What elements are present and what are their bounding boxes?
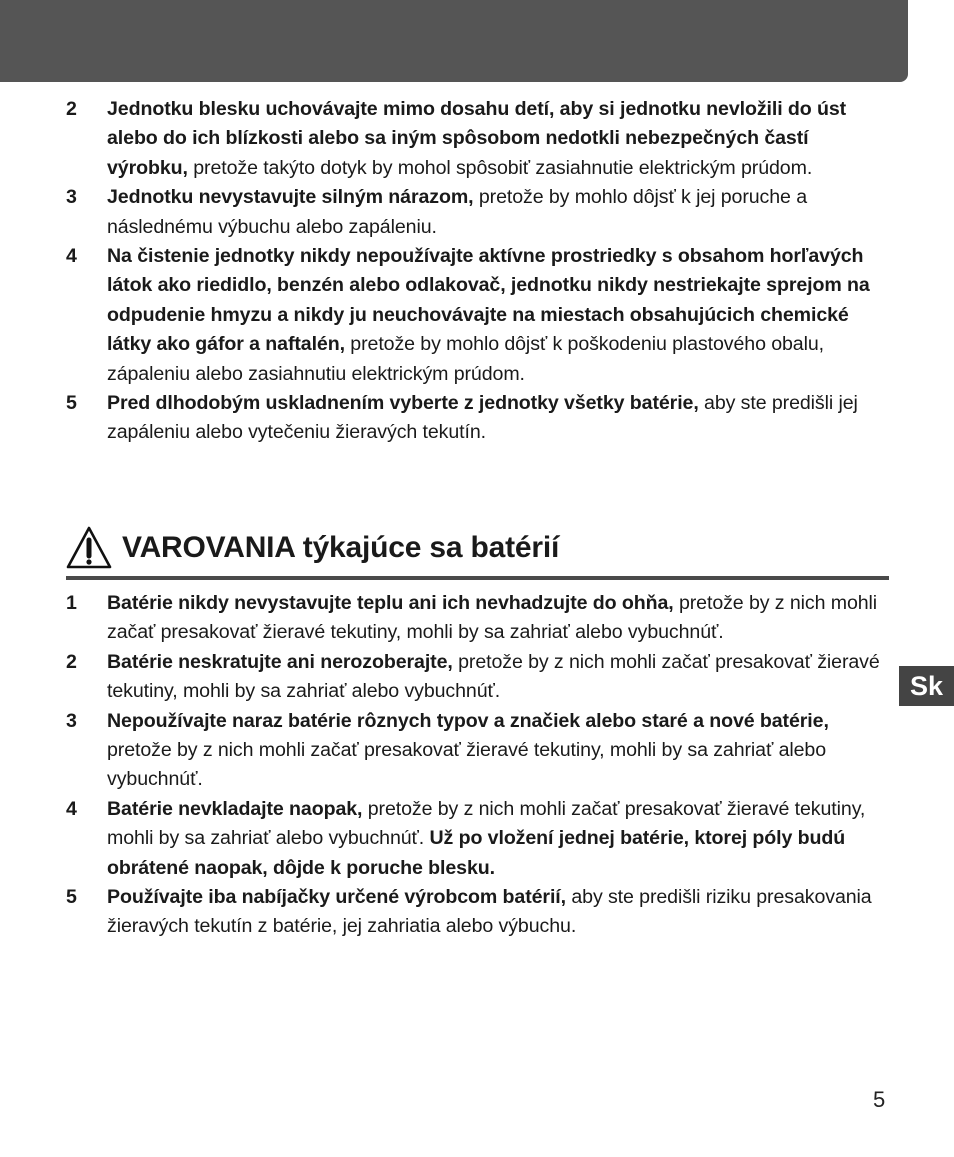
list-item — [66, 389, 888, 448]
list-item — [66, 95, 888, 183]
item-bold-text: Nepoužívajte naraz batérie rôznych typov a značiek alebo staré a nové batérie, — [107, 709, 829, 732]
item-plain-text: pretože by mohlo dôjsť k poškodeniu plastového obalu, zápaleniu alebo zasiahnutiu elektrickým prúdom. — [107, 333, 824, 385]
section-title: VAROVANIA týkajúce sa batérií — [122, 531, 560, 564]
warning-triangle-icon — [66, 525, 112, 571]
item-text — [107, 707, 888, 795]
safety-list — [66, 95, 888, 448]
item-bold-text-2: Už po vložení jednej batérie, ktorej póly budú obrátené naopak, dôjde k poruche blesku. — [107, 827, 846, 879]
item-bold-text: Používajte iba nabíjačky určené výrobcom batérií, — [107, 886, 566, 909]
item-text — [107, 795, 888, 883]
battery-warnings-list — [66, 589, 888, 942]
item-number: 5 — [66, 392, 77, 415]
item-bold-text: Na čistenie jednotky nikdy nepoužívajte aktívne prostriedky s obsahom horľavých látok ako riedidlo, benzén alebo odlakovač, jednotku nikdy nestriekajte sprejom na odpudenie hmyzu a nikdy ju neuchovávajte na miestach obsahujúcich chemické látky ako gáfor a naftalén, — [107, 245, 870, 356]
item-plain-text: pretože by z nich mohli začať presakovať žieravé tekutiny, mohli by sa zahriať alebo vybuchnúť. — [107, 797, 866, 850]
item-bold-text: Batérie nevkladajte naopak, — [107, 797, 363, 820]
item-bold-text: Batérie nikdy nevystavujte teplu ani ich nevhadzujte do ohňa, — [107, 592, 674, 614]
item-text — [107, 95, 888, 183]
item-text — [107, 883, 888, 942]
item-number: 5 — [66, 886, 77, 909]
list-item — [66, 707, 888, 795]
item-number: 2 — [66, 98, 77, 120]
item-plain-text: aby ste predišli jej zapáleniu alebo vytečeniu žieravých tekutín. — [107, 392, 858, 444]
list-item — [66, 589, 888, 648]
item-number: 1 — [66, 592, 77, 614]
item-number: 3 — [66, 186, 77, 209]
item-number: 3 — [66, 709, 77, 732]
list-item — [66, 183, 888, 242]
item-plain-text: pretože by z nich mohli začať presakovať žieravé tekutiny, mohli by sa zahriať alebo vybuchnúť. — [107, 592, 878, 644]
item-bold-text: Pred dlhodobým uskladnením vyberte z jednotky všetky batérie, — [107, 392, 699, 415]
item-plain-text: pretože by z nich mohli začať presakovať žieravé tekutiny, mohli by sa zahriať alebo vybuchnúť. — [107, 650, 880, 703]
item-number: 2 — [66, 650, 77, 673]
page-number: 5 — [873, 1087, 886, 1112]
list-item — [66, 795, 888, 883]
item-plain-text: pretože takýto dotyk by mohol spôsobiť zasiahnutie elektrickým prúdom. — [187, 156, 813, 179]
item-text — [107, 589, 888, 648]
list-item — [66, 242, 888, 389]
item-bold-text: Jednotku nevystavujte silným nárazom, — [107, 186, 474, 209]
item-plain-text: aby ste predišli riziku presakovania žieravých tekutín z batérie, jej zahriatia alebo výbuchu. — [107, 886, 872, 938]
item-plain-text: pretože by z nich mohli začať presakovať žieravé tekutiny, mohli by sa zahriať alebo vybuchnúť. — [107, 739, 827, 791]
item-bold-text: Batérie neskratujte ani nerozoberajte, — [107, 650, 453, 673]
list-item — [66, 883, 888, 942]
item-bold-text: Jednotku blesku uchovávajte mimo dosahu detí, aby si jednotku nevložili do úst alebo do ich blízkosti alebo sa iným spôsobom nedotkli nebezpečných častí výrobku, — [107, 98, 847, 179]
header-bar — [0, 0, 908, 82]
language-tab: Sk — [899, 666, 954, 706]
item-text — [107, 242, 888, 389]
section-heading — [66, 520, 889, 580]
item-plain-text: pretože by mohlo dôjsť k jej poruche a následnému výbuchu alebo zapáleniu. — [107, 186, 807, 238]
item-number: 4 — [66, 797, 77, 820]
item-number: 4 — [66, 245, 77, 268]
list-item — [66, 648, 888, 707]
item-text — [107, 183, 888, 242]
item-text — [107, 389, 888, 448]
item-text — [107, 648, 888, 707]
